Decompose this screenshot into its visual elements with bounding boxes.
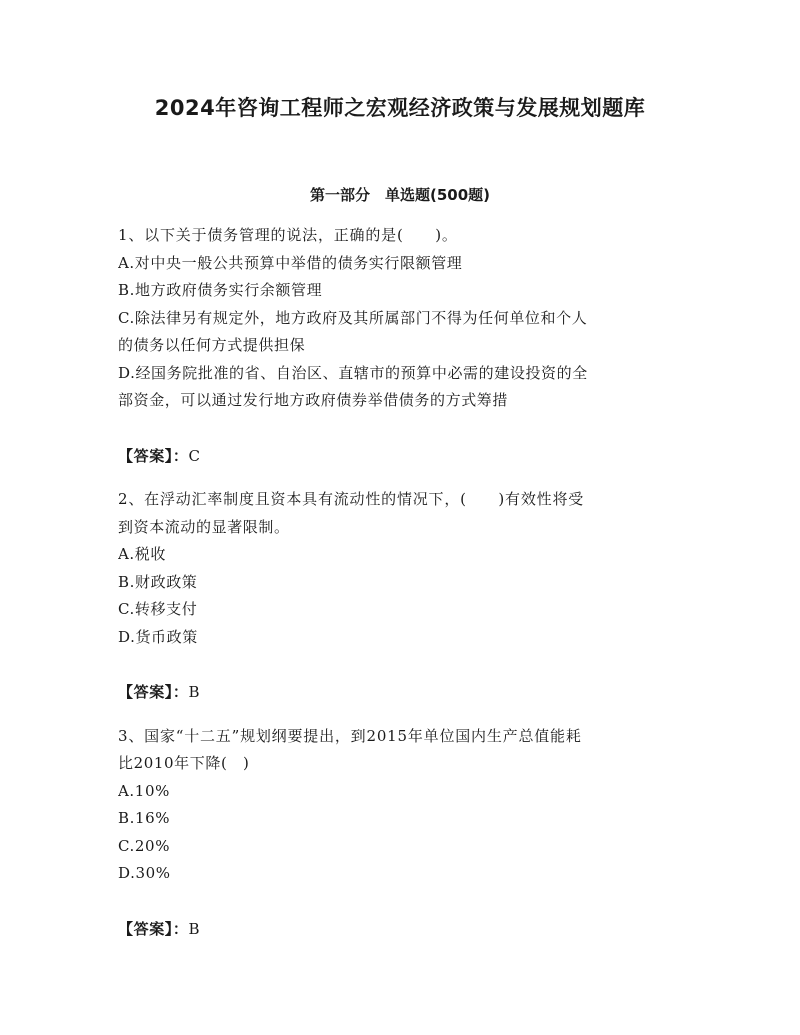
answer-label: 【答案】： (118, 683, 189, 701)
answer-option (118, 860, 678, 888)
section-title: 第一部分 单选题(500题) (309, 186, 491, 204)
answer-option (118, 805, 678, 833)
question-item (118, 486, 678, 707)
answer-option (118, 250, 678, 278)
answer-value: B (188, 683, 201, 701)
answer-line (118, 443, 678, 471)
answer-option-line: 部资金，可以通过发行地方政府债券举借债务的方式筹措 (118, 391, 509, 409)
answer-option-line: 的债务以任何方式提供担保 (118, 336, 306, 354)
answer-option-line: A.10% (118, 781, 170, 800)
answer-option (118, 833, 678, 861)
answer-option (118, 778, 678, 806)
answer-option-line: C.除法律另有规定外，地方政府及其所属部门不得为任何单位和个人 (118, 308, 588, 327)
answer-label: 【答案】： (118, 446, 189, 465)
answer-option-line: C.20% (118, 836, 171, 855)
answer-value: C (188, 446, 201, 465)
document-title: 2024年咨询工程师之宏观经济政策与发展规划题库 (154, 96, 646, 120)
answer-option-line: A.对中央一般公共预算中举借的债务实行限额管理 (118, 253, 463, 272)
question-stem (118, 723, 678, 778)
answer-option-line: C.转移支付 (118, 600, 198, 618)
answer-option (118, 305, 678, 360)
answer-option-line: D.30% (118, 864, 171, 882)
question-stem (118, 222, 678, 250)
question-stem-line: 3、国家“十二五”规划纲要提出，到2015年单位国内生产总值能耗 (118, 726, 582, 745)
answer-option-line: B.16% (118, 809, 171, 827)
question-stem-line: 到资本流动的显著限制。 (118, 517, 290, 536)
question-stem-line: 比2010年下降( ) (118, 754, 250, 772)
question-stem-line: 1、以下关于债务管理的说法，正确的是( )。 (118, 226, 458, 244)
answer-option (118, 569, 678, 597)
answer-value: B (188, 919, 201, 938)
answer-option (118, 541, 678, 569)
answer-label: 【答案】： (118, 919, 189, 938)
question-list (118, 222, 678, 959)
answer-option-line: D.货币政策 (118, 627, 198, 646)
answer-line (118, 679, 678, 707)
answer-option-line: D.经国务院批准的省、自治区、直辖市的预算中必需的建设投资的全 (118, 363, 588, 382)
answer-option-line: B.财政政策 (118, 572, 198, 591)
question-item (118, 222, 678, 470)
answer-option (118, 277, 678, 305)
answer-option-line: B.地方政府债务实行余额管理 (118, 281, 323, 299)
question-item (118, 723, 678, 944)
answer-option-line: A.税收 (118, 545, 167, 563)
answer-option (118, 624, 678, 652)
answer-option (118, 360, 678, 415)
answer-option (118, 596, 678, 624)
question-stem-line: 2、在浮动汇率制度且资本具有流动性的情况下，( )有效性将受 (118, 490, 585, 508)
question-stem (118, 486, 678, 541)
answer-line (118, 916, 678, 944)
